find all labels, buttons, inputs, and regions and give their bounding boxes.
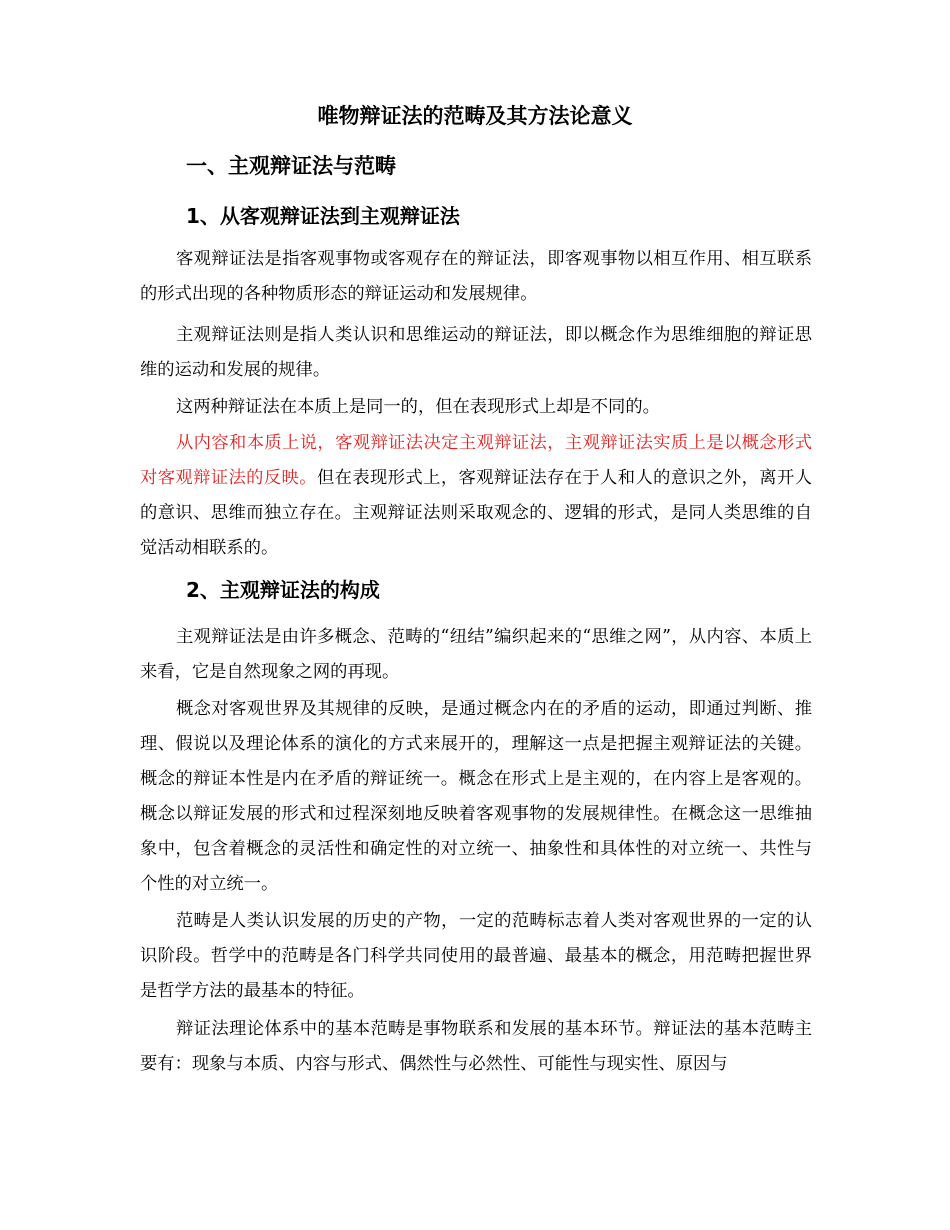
paragraph-content-essence	[140, 426, 812, 566]
document-title: 唯物辩证法的范畴及其方法论意义	[317, 104, 633, 128]
subsection-heading-2: 2、主观辩证法的构成	[186, 578, 380, 602]
paragraph-objective-dialectics: 客观辩证法是指客观事物或客观存在的辩证法，即客观事物以相互作用、相互联系的形式出现的各种物质形态的辩证运动和发展规律。	[140, 249, 812, 304]
paragraph-category: 范畴是人类认识发展的历史的产物，一定的范畴标志着人类对客观世界的一定的认识阶段。哲学中的范畴是各门科学共同使用的最普遍、最基本的概念，用范畴把握世界是哲学方法的最基本的特征。	[140, 911, 812, 1001]
paragraph-concept-reflection: 概念对客观世界及其规律的反映，是通过概念内在的矛盾的运动，即通过判断、推理、假说以及理论体系的演化的方式来展开的，理解这一点是把握主观辩证法的关键。概念的辩证本性是内在矛盾的辩证统一。概念在形式上是主观的，在内容上是客观的。概念以辩证发展的形式和过程深刻地反映着客观事物的发展规律性。在概念这一思维抽象中，包含着概念的灵活性和确定性的对立统一、抽象性和具体性的对立统一、共性与个性的对立统一。	[140, 699, 812, 894]
section-heading-1: 一、主观辩证法与范畴	[186, 154, 396, 178]
paragraph-subjective-composition: 主观辩证法是由许多概念、范畴的“纽结”编织起来的“思维之网”，从内容、本质上来看，它是自然现象之网的再现。	[140, 627, 812, 682]
paragraph-basic-categories: 辩证法理论体系中的基本范畴是事物联系和发展的基本环节。辩证法的基本范畴主要有：现象与本质、内容与形式、偶然性与必然性、可能性与现实性、原因与	[140, 1019, 812, 1074]
paragraph-text: 但在表现形式上，客观辩证法存在于人和人的意识之外，离开人的意识、思维而独立存在。主观辩证法则采取观念的、逻辑的形式，是同人类思维的自觉活动相联系的。	[140, 468, 812, 558]
subsection-heading-1: 1、从客观辩证法到主观辩证法	[186, 204, 460, 228]
highlighted-text: 从内容和本质上说，客观辩证法决定主观辩证法，主观辩证法实质上是以概念形式对客观辩证法的反映。	[140, 433, 812, 488]
paragraph-identity: 这两种辩证法在本质上是同一的，但在表现形式上却是不同的。	[176, 397, 660, 417]
paragraph-subjective-dialectics: 主观辩证法则是指人类认识和思维运动的辩证法，即以概念作为思维细胞的辩证思维的运动和发展的规律。	[140, 325, 812, 380]
